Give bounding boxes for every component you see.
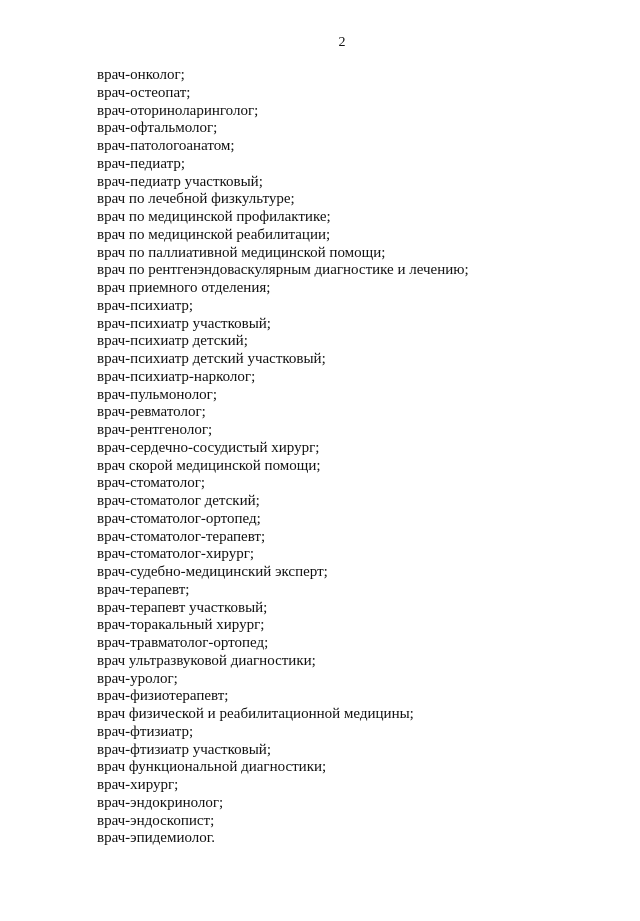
list-item: врач-педиатр; xyxy=(97,155,186,172)
list-item: врач-эпидемиолог. xyxy=(97,830,215,847)
list-item: врач-эндоскопист; xyxy=(97,812,215,829)
list-item: врач-психиатр участковый; xyxy=(97,315,271,332)
list-item: врач-стоматолог; xyxy=(97,475,206,492)
list-item: врач по медицинской профилактике; xyxy=(97,209,331,225)
list-item: врач скорой медицинской помощи; xyxy=(97,457,321,474)
list-item: врач-ревматолог; xyxy=(97,404,206,421)
list-item: врач-стоматолог детский; xyxy=(97,493,260,509)
list-item: врач-терапевт; xyxy=(97,581,190,598)
list-item: врач-торакальный хирург; xyxy=(97,617,265,634)
list-item: врач-рентгенолог; xyxy=(97,422,213,438)
list-item: врач-педиатр участковый; xyxy=(97,173,263,190)
list-item: врач-фтизиатр; xyxy=(97,723,194,740)
list-item: врач-онколог; xyxy=(97,67,185,83)
list-item: врач-судебно-медицинский эксперт; xyxy=(97,564,328,580)
list-item: врач-стоматолог-хирург; xyxy=(97,546,255,563)
list-item: врач-травматолог-ортопед; xyxy=(97,635,269,651)
list-item: врач-психиатр-нарколог; xyxy=(97,368,256,385)
list-item: врач-стоматолог-ортопед; xyxy=(97,510,261,527)
list-item: врач-уролог; xyxy=(97,670,178,687)
list-item: врач ультразвуковой диагностики; xyxy=(97,652,316,669)
list-item: врач-сердечно-сосудистый хирург; xyxy=(97,439,320,456)
list-item: врач приемного отделения; xyxy=(97,280,271,296)
list-item: врач-психиатр; xyxy=(97,297,194,314)
list-item: врач-офтальмолог; xyxy=(97,120,218,137)
list-item: врач-остеопат; xyxy=(97,84,191,101)
list-item: врач по лечебной физкультуре; xyxy=(97,191,295,208)
list-item: врач-фтизиатр участковый; xyxy=(97,741,271,758)
list-item: врач-пульмонолог; xyxy=(97,386,217,403)
list-item: врач-физиотерапевт; xyxy=(97,688,229,705)
list-item: врач по медицинской реабилитации; xyxy=(97,226,331,243)
list-item: врач-психиатр детский; xyxy=(97,333,248,350)
list-item: врач-терапевт участковый; xyxy=(97,599,268,616)
list-item: врач-стоматолог-терапевт; xyxy=(97,528,266,545)
list-item: врач-патологоанатом; xyxy=(97,138,235,154)
list-item: врач функциональной диагностики; xyxy=(97,759,327,776)
list-item: врач физической и реабилитационной медицины; xyxy=(97,706,414,722)
page-number: 2 xyxy=(338,35,346,50)
specialty-list xyxy=(97,67,469,848)
list-item: врач по рентгенэндоваскулярным диагностике и лечению; xyxy=(97,262,469,279)
list-item: врач-психиатр детский участковый; xyxy=(97,351,326,367)
list-item: врач-оториноларинголог; xyxy=(97,102,259,119)
list-item: врач-эндокринолог; xyxy=(97,794,224,811)
list-item: врач-хирург; xyxy=(97,777,179,793)
list-item: врач по паллиативной медицинской помощи; xyxy=(97,244,386,261)
